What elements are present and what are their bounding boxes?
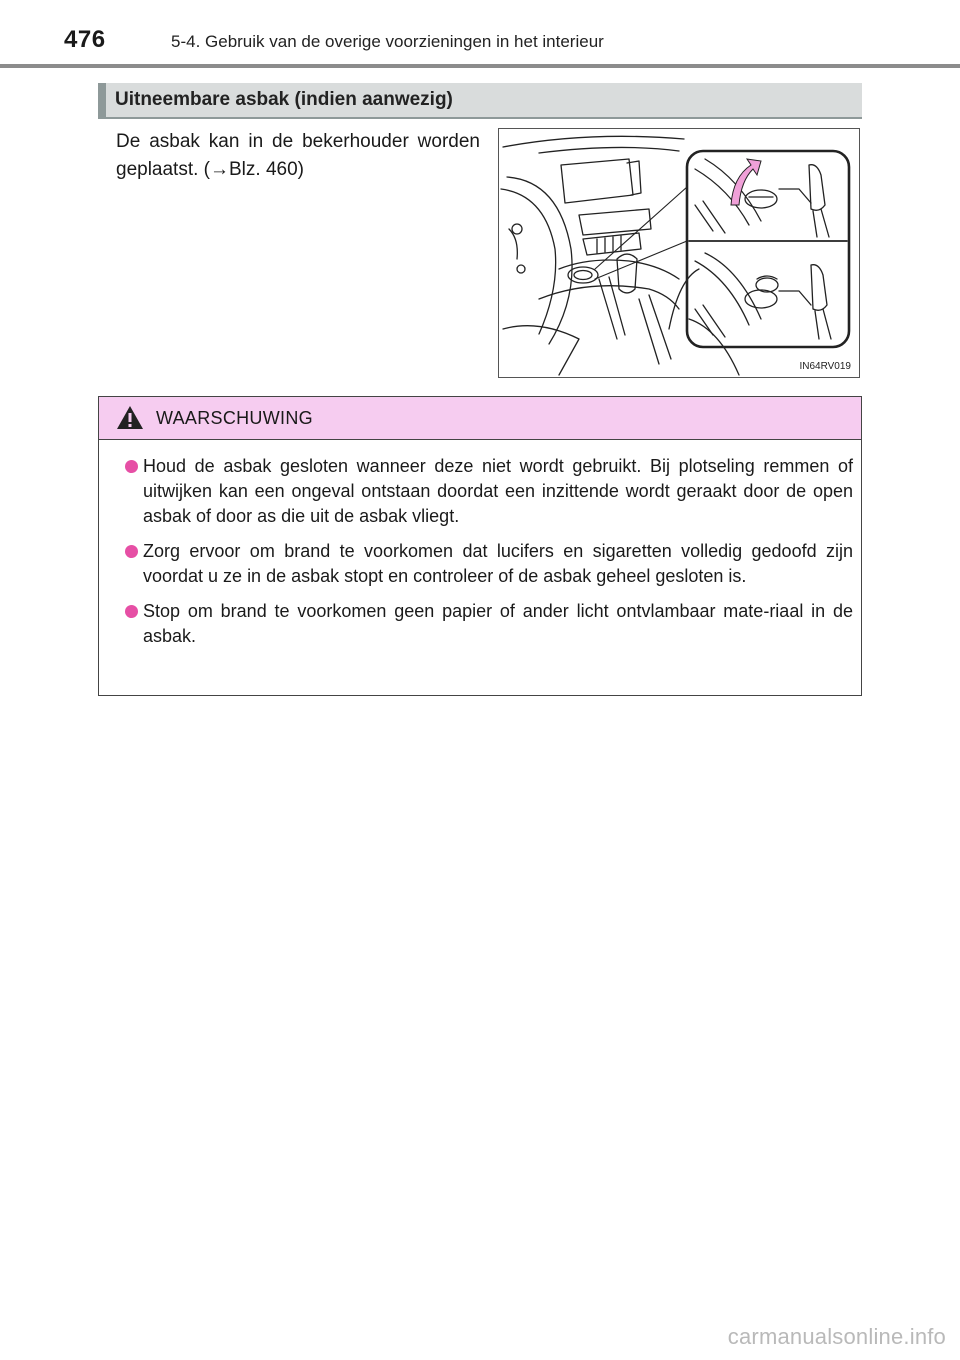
intro-paragraph: De asbak kan in de bekerhouder worden geplaatst. (→Blz. 460)	[116, 131, 480, 180]
warning-box	[98, 396, 862, 696]
watermark: carmanualsonline.info	[727, 1324, 946, 1349]
running-header: 5-4. Gebruik van de overige voorzieningen in het interieur	[171, 32, 604, 51]
warning-item	[125, 539, 853, 589]
section-heading-accent	[98, 83, 106, 117]
section-title: Uitneembare asbak (indien aanwezig)	[115, 89, 453, 110]
warning-triangle-icon	[116, 405, 144, 430]
page-number: 476	[64, 26, 106, 53]
bullet-icon	[125, 605, 138, 618]
warning-item-text: Zorg ervoor om brand te voorkomen dat lucifers en sigaretten volledig gedoofd zijn voordat u ze in de asbak stopt en controleer of de asbak geheel gesloten is.	[143, 541, 853, 586]
bullet-icon	[125, 460, 138, 473]
warning-list	[99, 440, 861, 649]
warning-item	[125, 454, 853, 529]
bullet-icon	[125, 545, 138, 558]
warning-item-text: Houd de asbak gesloten wanneer deze niet wordt gebruikt. Bij plotseling remmen of uitwijken kan een ongeval ontstaan doordat een inzittende wordt geraakt door de open asbak of door as die uit de asbak vliegt.	[143, 456, 853, 526]
warning-title: WAARSCHUWING	[156, 408, 313, 428]
figure-code: IN64RV019	[799, 361, 851, 372]
ashtray-illustration	[498, 128, 860, 378]
warning-item-text: Stop om brand te voorkomen geen papier of ander licht ontvlambaar mate-riaal in de asbak.	[143, 601, 853, 646]
warning-header	[99, 397, 861, 440]
header-rule	[0, 64, 960, 68]
section-heading-bar	[98, 83, 862, 119]
warning-item	[125, 599, 853, 649]
dashboard-line-drawing	[499, 129, 859, 377]
